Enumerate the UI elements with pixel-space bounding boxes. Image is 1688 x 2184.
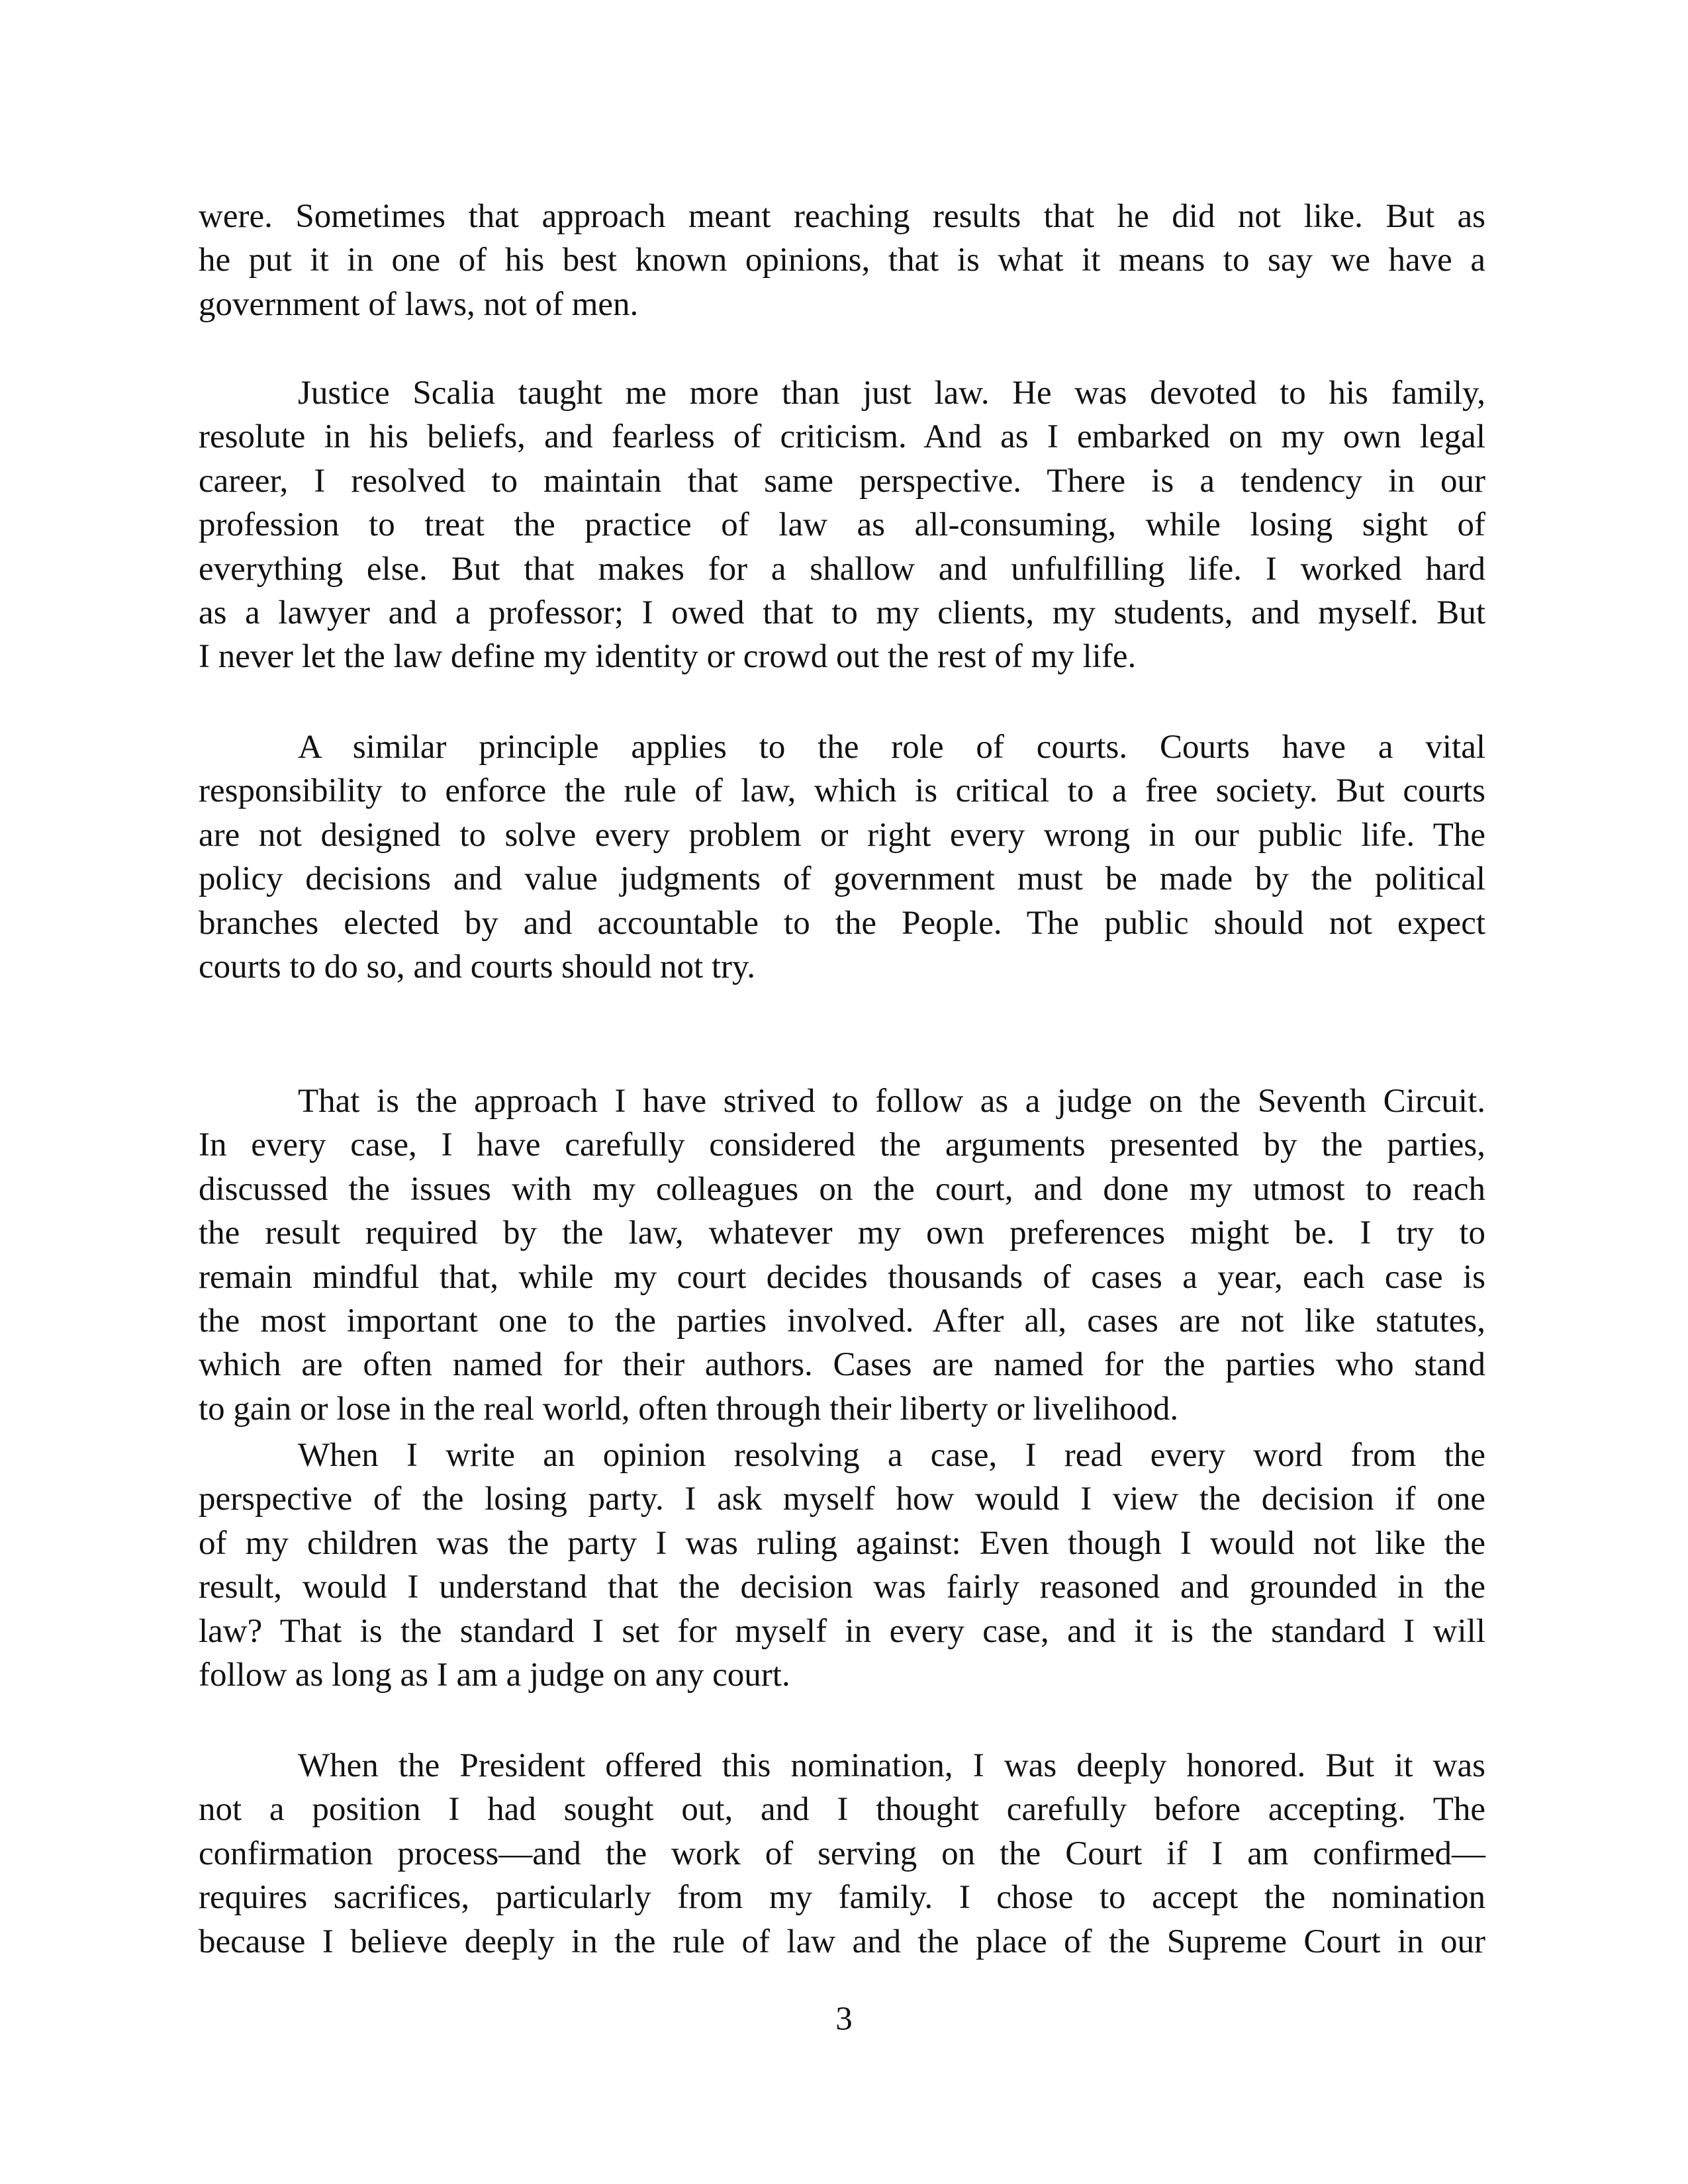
text-line: responsibility to enforce the rule of law, which is critical to a free society. But courts	[199, 772, 1485, 810]
paragraph	[199, 371, 1485, 679]
text-line: That is the approach I have strived to follow as a judge on the Seventh Circuit.	[298, 1083, 1485, 1120]
text-line: When I write an opinion resolving a case, I read every word from the	[298, 1437, 1485, 1474]
text-line: law? That is the standard I set for myself in every case, and it is the standard I will	[199, 1612, 1485, 1650]
text-line: he put it in one of his best known opinions, that is what it means to say we have a	[199, 242, 1485, 279]
text-line: are not designed to solve every problem or right every wrong in our public life. The	[199, 816, 1485, 854]
page-number: 3	[835, 2001, 853, 2038]
text-line: requires sacrifices, particularly from my family. I chose to accept the nomination	[199, 1879, 1485, 1917]
text-line: resolute in his beliefs, and fearless of criticism. And as I embarked on my own legal	[199, 418, 1485, 456]
text-line: the result required by the law, whatever my own preferences might be. I try to	[199, 1214, 1485, 1252]
text-line: the most important one to the parties involved. After all, cases are not like statutes,	[199, 1302, 1485, 1340]
text-line: not a position I had sought out, and I thought carefully before accepting. The	[199, 1791, 1485, 1829]
text-line: result, would I understand that the decision was fairly reasoned and grounded in the	[199, 1569, 1485, 1606]
text-line: confirmation process—and the work of serving on the Court if I am confirmed—	[199, 1835, 1485, 1872]
paragraph	[199, 195, 1485, 326]
text-line: to gain or lose in the real world, often through their liberty or livelihood.	[199, 1390, 1179, 1428]
text-line: were. Sometimes that approach meant reaching results that he did not like. But as	[199, 198, 1485, 235]
text-line: which are often named for their authors. Cases are named for the parties who stand	[199, 1346, 1485, 1384]
text-line: courts to do so, and courts should not try.	[199, 948, 755, 985]
paragraph	[199, 1079, 1485, 1431]
text-line: government of laws, not of men.	[199, 285, 639, 323]
text-line: Justice Scalia taught me more than just law. He was devoted to his family,	[298, 375, 1485, 412]
text-line: remain mindful that, while my court decides thousands of cases a year, each case is	[199, 1258, 1485, 1296]
paragraph	[199, 1744, 1485, 1964]
text-line: career, I resolved to maintain that same perspective. There is a tendency in our	[199, 462, 1485, 500]
text-line: as a lawyer and a professor; I owed that to my clients, my students, and myself. But	[199, 594, 1485, 631]
text-line: In every case, I have carefully considered the arguments presented by the parties,	[199, 1126, 1485, 1164]
text-line: profession to treat the practice of law as all-consuming, while losing sight of	[199, 506, 1485, 544]
paragraph	[199, 725, 1485, 989]
text-line: perspective of the losing party. I ask myself how would I view the decision if one	[199, 1480, 1485, 1518]
text-line: discussed the issues with my colleagues on the court, and done my utmost to reach	[199, 1170, 1485, 1208]
text-line: of my children was the party I was ruling against: Even though I would not like the	[199, 1524, 1485, 1562]
text-line: branches elected by and accountable to the People. The public should not expect	[199, 904, 1485, 942]
text-line: because I believe deeply in the rule of law and the place of the Supreme Court in our	[199, 1923, 1485, 1960]
text-line: everything else. But that makes for a shallow and unfulfilling life. I worked hard	[199, 550, 1485, 588]
paragraph	[199, 1433, 1485, 1697]
text-line: When the President offered this nomination, I was deeply honored. But it was	[298, 1747, 1485, 1784]
text-line: I never let the law define my identity or crowd out the rest of my life.	[199, 638, 1137, 676]
text-line: A similar principle applies to the role of courts. Courts have a vital	[298, 729, 1485, 766]
text-line: follow as long as I am a judge on any court.	[199, 1656, 790, 1694]
text-line: policy decisions and value judgments of government must be made by the political	[199, 860, 1485, 898]
